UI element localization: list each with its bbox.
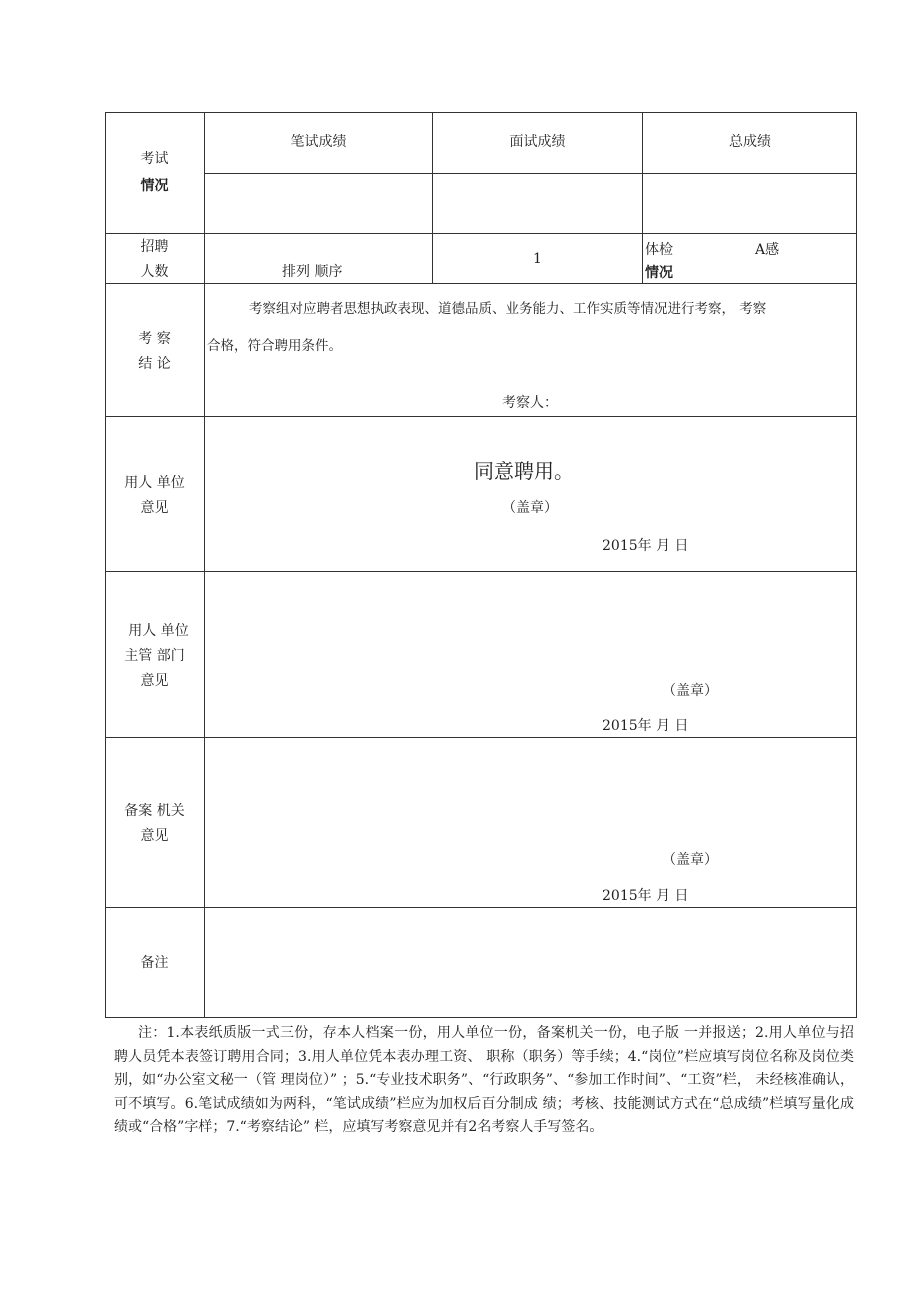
remarks-label: 备注 <box>140 955 169 971</box>
row-divider <box>105 283 857 284</box>
row-divider <box>105 233 857 234</box>
recruit-label: 招聘 <box>140 239 169 255</box>
filing-label: 备案 机关 <box>124 803 185 819</box>
employer-label: 用人 单位 <box>124 475 185 491</box>
supervisor-seal: （盖章） <box>662 683 718 699</box>
inspection-text-line1: 考察组对应聘者思想执政表现、道德品质、业务能力、工作实质等情况进行考察， 考察 <box>249 301 767 317</box>
inspection-label: 考 察 <box>138 331 171 347</box>
employer-label-line2: 意见 <box>140 500 169 516</box>
interview-score-header: 面试成绩 <box>509 134 566 150</box>
exam-label: 考试 <box>140 151 169 167</box>
inspection-text-line2: 合格，符合聘用条件。 <box>207 338 342 354</box>
rank-label: 排列 顺序 <box>282 264 343 280</box>
supervisor-label-line2: 主管 部门 <box>124 648 185 664</box>
row-divider <box>105 571 857 572</box>
supervisor-date: 2015年 月 日 <box>602 718 689 734</box>
physical-exam-label: 体检 <box>645 242 673 258</box>
inspection-label-line2: 结 论 <box>138 356 171 372</box>
physical-exam-label-line2: 情况 <box>645 265 673 281</box>
recruit-label-line2: 人数 <box>140 264 169 280</box>
column-divider <box>204 112 205 1018</box>
row-divider <box>204 173 857 174</box>
filing-label-line2: 意见 <box>140 828 169 844</box>
rank-value: 1 <box>533 251 542 267</box>
employer-date: 2015年 月 日 <box>602 538 689 554</box>
supervisor-label-line3: 意见 <box>140 673 169 689</box>
employer-opinion: 同意聘用。 <box>474 459 574 483</box>
supervisor-label: 用人 单位 <box>128 623 189 639</box>
form-notes: 注：1.本表纸质版一式三份，存本人档案一份，用人单位一份，备案机关一份，电子版 一并报送；2.用人单位与招聘人员凭本表签订聘用合同；3.用人单位凭本表办理工资、 职称（职务）等手续；4.“岗位”栏应填写岗位名称及岗位类别，如“办公室文秘一（管 理岗位）” ；5.“专业技术职务”、“行政职务”、“参加工作时间”、“工资”栏， 未经核准确认，可不填写。6.笔试成绩如为两科，“笔试成绩”栏应为加权后百分制成 绩；考核、技能测试方式在“总成绩”栏填写量化成绩或“合格”字样；7.“考察结论” 栏，应填写考察意见并有2名考察人手写签名。 <box>114 1025 854 1135</box>
exam-label-line2: 情况 <box>140 178 169 194</box>
inspector-label: 考察人： <box>502 395 558 411</box>
employer-seal: （盖章） <box>502 500 558 516</box>
application-form-table <box>105 112 857 1018</box>
filing-date: 2015年 月 日 <box>602 888 689 904</box>
row-divider <box>105 416 857 417</box>
row-divider <box>105 907 857 908</box>
written-score-header: 笔试成绩 <box>290 134 347 150</box>
total-score-header: 总成绩 <box>729 134 771 150</box>
row-divider <box>105 737 857 738</box>
physical-exam-value: A感 <box>755 242 780 258</box>
filing-seal: （盖章） <box>662 852 718 868</box>
